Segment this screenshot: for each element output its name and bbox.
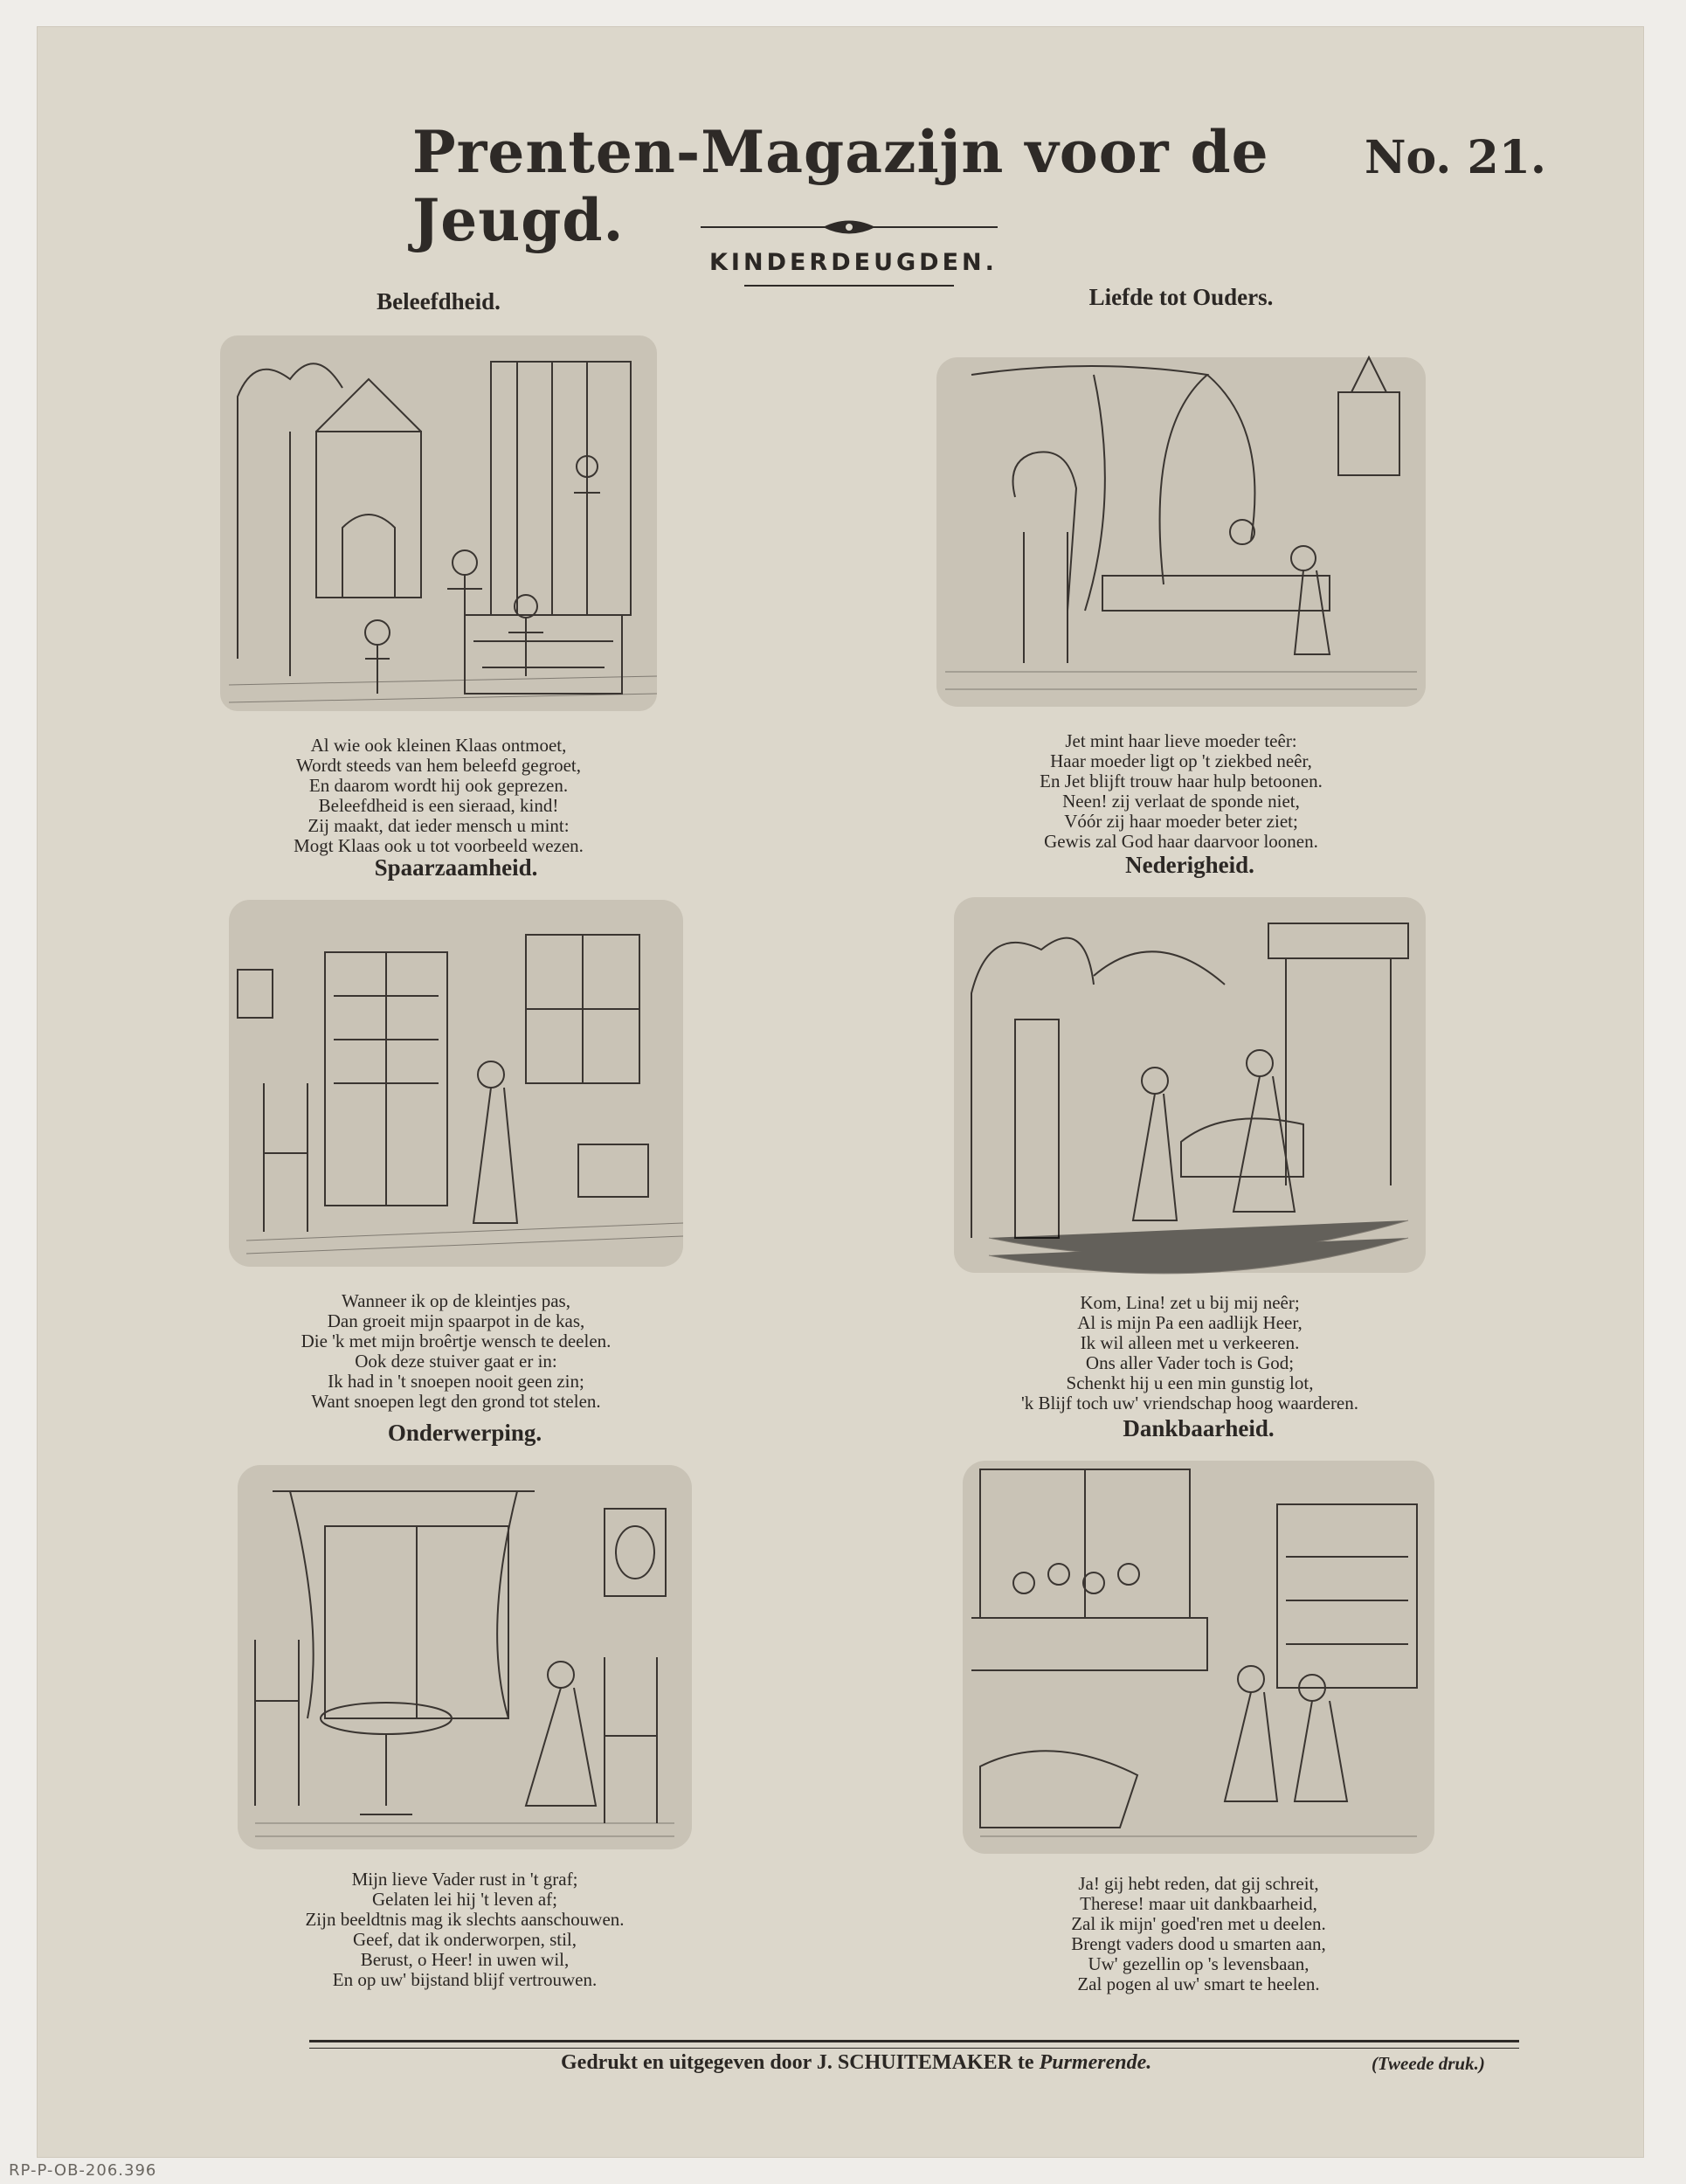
poem-line: Want snoepen legt den grond tot stelen. [311,1391,601,1412]
poem-line: Zijn beeldtnis mag ik slechts aanschouwen. [305,1909,625,1930]
garden-illustration [936,888,1443,1282]
poem-line: Geef, dat ik onderworpen, stil, [352,1929,577,1950]
printer-name: Gedrukt en uitgegeven door J. SCHUITEMAKER te [561,2051,1034,2074]
panel-liefde-tot-ouders [919,284,1443,860]
poem-line: Zij maakt, dat ieder mensch u mint: [307,815,570,836]
poem-line: Zal ik mijn' goed'ren met u deelen. [1071,1913,1326,1934]
mourning-illustration [220,1456,709,1858]
poem-line: Gewis zal God haar daarvoor loonen. [1044,831,1318,852]
gratitude-illustration [945,1452,1452,1863]
poem-line: Berust, o Heer! in uwen wil, [360,1949,570,1970]
poem-line: Ja! gij hebt reden, dat gij schreit, [1078,1873,1319,1894]
poem-spaarzaamheid [211,1291,701,1412]
poem-line: Jet mint haar lieve moeder teêr: [1065,730,1297,751]
panel-heading: Onderwerping. [387,1420,542,1446]
poem-liefde-tot-ouders [919,731,1443,852]
poem-line: Haar moeder ligt op 't ziekbed neêr, [1050,750,1312,771]
poem-line: Schenkt hij u een min gunstig lot, [1066,1372,1314,1393]
panel-beleefdheid [203,288,674,865]
edition-note: (Tweede druk.) [1372,2053,1485,2074]
poem-line: Dan groeit mijn spaarpot in de kas, [327,1310,585,1331]
panel-heading: Beleefdheid. [377,288,501,314]
page-subtitle: KINDERDEUGDEN. [709,249,998,276]
poem-line: Kom, Lina! zet u bij mij neêr; [1080,1292,1300,1313]
poem-nederigheid [936,1293,1443,1413]
panel-onderwerping [220,1420,709,1996]
poem-line: Wordt steeds van hem beleefd gegroet, [295,755,582,776]
poem-line: Mijn lieve Vader rust in 't graf; [351,1869,578,1890]
issue-number: No. 21. [1365,131,1546,184]
poem-line: Mogt Klaas ook u tot voorbeeld wezen. [294,835,584,856]
poem-line: Neen! zij verlaat de sponde niet, [1062,791,1300,812]
panel-heading: Nederigheid. [1125,852,1254,878]
poem-line: Zal pogen al uw' smart te heelen. [1077,1973,1320,1994]
poem-line: Gelaten lei hij 't leven af; [372,1889,557,1910]
poem-line: En daarom wordt hij ook geprezen. [308,775,569,796]
panel-dankbaarheid [945,1415,1452,2001]
printer-place: Purmerende. [1039,2051,1152,2074]
print-sheet [37,26,1644,2158]
footer-rule [309,2040,1519,2049]
panel-heading: Liefde tot Ouders. [1088,284,1274,310]
sickbed-illustration [919,322,1443,715]
panel-heading: Dankbaarheid. [1123,1415,1275,1441]
poem-line: En op uw' bijstand blijf vertrouwen. [332,1969,598,1990]
poem-beleefdheid [203,736,674,856]
printer-imprint [561,2051,1151,2075]
poem-onderwerping [220,1870,709,1990]
poem-line: Vóór zij haar moeder beter ziet; [1064,811,1298,832]
poem-line: Wanneer ik op de kleintjes pas, [342,1290,570,1311]
poem-line: Therese! maar uit dankbaarheid, [1080,1893,1317,1914]
panel-nederigheid [936,852,1443,1411]
poem-line: Ik wil alleen met u verkeeren. [1080,1332,1300,1353]
poem-line: Al is mijn Pa een aadlijk Heer, [1077,1312,1303,1333]
poem-line: En Jet blijft trouw haar hulp betoonen. [1040,771,1323,791]
poem-line: 'k Blijf toch uw' vriendschap hoog waarderen. [1020,1393,1359,1413]
street-scene-illustration [203,327,674,720]
poem-line: Al wie ook kleinen Klaas ontmoet, [310,735,567,756]
catalog-number: RP-P-OB-206.396 [9,2161,157,2180]
page-title: Prenten-Magazijn voor de Jeugd. [412,118,1269,254]
poem-line: Brengt vaders dood u smarten aan, [1071,1933,1326,1954]
poem-line: Ons aller Vader toch is God; [1085,1352,1295,1373]
savings-illustration [211,891,701,1275]
panel-spaarzaamheid [211,854,701,1413]
poem-line: Die 'k met mijn broêrtje wensch te deelen. [301,1330,612,1351]
panel-heading: Spaarzaamheid. [374,854,538,881]
poem-line: Ik had in 't snoepen nooit geen zin; [328,1371,584,1392]
poem-dankbaarheid [945,1874,1452,1994]
poem-line: Beleefdheid is een sieraad, kind! [318,795,559,816]
poem-line: Uw' gezellin op 's levensbaan, [1088,1953,1309,1974]
title-ornament [701,214,998,240]
poem-line: Ook deze stuiver gaat er in: [355,1351,557,1372]
